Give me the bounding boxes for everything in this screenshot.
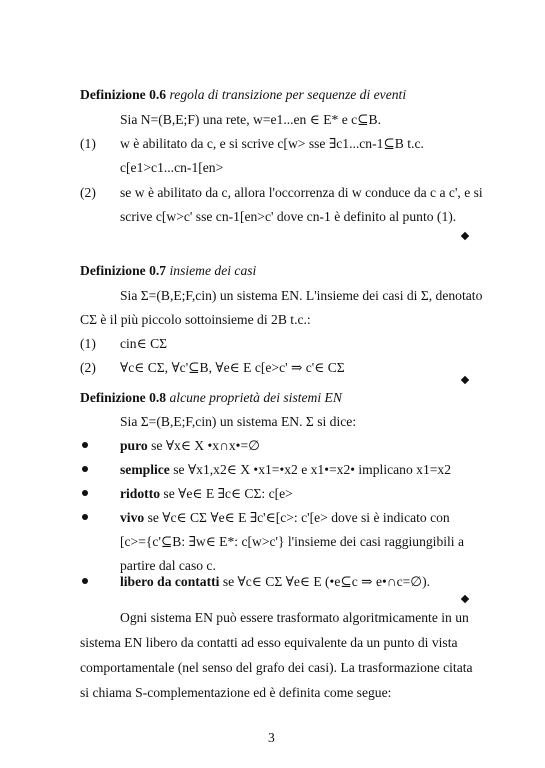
def-0-7-subtitle: insieme dei casi xyxy=(169,263,257,278)
prop-libero-da-contatti xyxy=(120,573,430,590)
paragraph-line-4: si chiama S-complementazione ed è definita come segue: xyxy=(80,685,392,700)
prop-vivo-line2: [c>={c'⊆B: ∃w∈ E*: c[w>c'} l'insieme dei casi raggiungibili a xyxy=(120,534,465,549)
end-of-definition-diamond-icon xyxy=(461,595,469,603)
prop-vivo-line3: partire dal caso c. xyxy=(120,558,216,573)
def-0-6-item-2-num: (2) xyxy=(80,185,96,200)
def-0-6-item-1-num: (1) xyxy=(80,136,96,151)
def-0-7-item-2-text: ∀c∈ CΣ, ∀c'⊆B, ∀e∈ E c[e>c' ⇒ c'∈ CΣ xyxy=(120,360,345,375)
def-0-7-title xyxy=(80,262,256,279)
prop-semplice xyxy=(120,461,451,478)
def-0-6-item-1-line2: c[e1>c1...cn-1[en> xyxy=(120,160,224,175)
bullet-icon xyxy=(82,514,88,520)
def-0-7-intro-line1: Sia Σ=(B,E;F,cin) un sistema EN. L'insieme dei casi di Σ, denotato xyxy=(120,288,483,303)
def-0-6-item-2-line1: se w è abilitato da c, allora l'occorrenza di w conduce da c a c', e si xyxy=(120,185,483,200)
page-number: 3 xyxy=(268,730,275,745)
def-0-7-label: Definizione 0.7 xyxy=(80,263,167,278)
prop-text: se ∀c∈ CΣ ∀e∈ E (•e⊆c ⇒ e•∩c=∅). xyxy=(219,574,431,589)
prop-term: libero da contatti xyxy=(120,574,220,589)
bullet-icon xyxy=(82,578,88,584)
paragraph-line-1: Ogni sistema EN può essere trasformato algoritmicamente in un xyxy=(120,610,469,625)
end-of-definition-diamond-icon xyxy=(461,232,469,240)
def-0-6-item-1-line1: w è abilitato da c, e si scrive c[w> sse ∃c1...cn-1⊆B t.c. xyxy=(120,136,424,151)
paragraph-line-2: sistema EN libero da contatti ad esso equivalente da un punto di vista xyxy=(80,635,458,650)
prop-ridotto xyxy=(120,485,293,502)
bullet-icon xyxy=(82,442,88,448)
def-0-8-label: Definizione 0.8 xyxy=(80,390,167,405)
prop-term: ridotto xyxy=(120,486,161,501)
def-0-8-intro: Sia Σ=(B,E;F,cin) un sistema EN. Σ si dice: xyxy=(120,414,357,429)
prop-term: puro xyxy=(120,438,148,453)
def-0-8-subtitle: alcune proprietà dei sistemi EN xyxy=(169,390,342,405)
def-0-6-subtitle: regola di transizione per sequenze di eventi xyxy=(169,87,407,102)
def-0-8-title xyxy=(80,389,342,406)
prop-text: se ∀x1,x2∈ X •x1=•x2 e x1•=x2• implicano x1=x2 xyxy=(169,462,452,477)
prop-term: vivo xyxy=(120,510,145,525)
prop-puro xyxy=(120,437,260,454)
prop-text: se ∀c∈ CΣ ∀e∈ E ∃c'∈[c>: c'[e> dove si è indicato con xyxy=(144,510,450,525)
paragraph-line-3: comportamentale (nel senso del grafo dei casi). La trasformazione citata xyxy=(80,660,473,675)
def-0-7-item-2-num: (2) xyxy=(80,360,96,375)
def-0-6-item-2-line2: scrive c[w>c' sse cn-1[en>c' dove cn-1 è definito al punto (1). xyxy=(120,209,457,224)
def-0-6-intro: Sia N=(B,E;F) una rete, w=e1...en ∈ E* e c⊆B. xyxy=(120,112,382,127)
bullet-icon xyxy=(82,490,88,496)
end-of-definition-diamond-icon xyxy=(461,376,469,384)
prop-vivo xyxy=(120,509,450,526)
def-0-7-intro-line2: CΣ è il più piccolo sottoinsieme di 2B t.c.: xyxy=(80,312,311,327)
bullet-icon xyxy=(82,466,88,472)
prop-text: se ∀e∈ E ∃c∈ CΣ: c[e> xyxy=(160,486,293,501)
def-0-7-item-1-text: cin∈ CΣ xyxy=(120,336,168,351)
prop-text: se ∀x∈ X •x∩x•=∅ xyxy=(147,438,260,453)
def-0-7-item-1-num: (1) xyxy=(80,336,96,351)
def-0-6-label: Definizione 0.6 xyxy=(80,87,167,102)
prop-term: semplice xyxy=(120,462,170,477)
def-0-6-title xyxy=(80,86,406,103)
